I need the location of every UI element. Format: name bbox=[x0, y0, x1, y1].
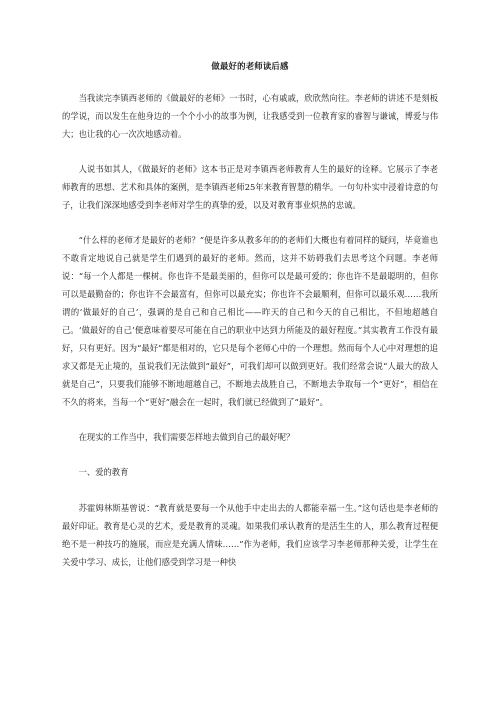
paragraph-best-teacher: “什么样的老师才是最好的老师？”便是许多从教多年的的老师们大概也有着同样的疑问，毕竟谁也不敢肯定地说自己就是学生们遇到的最好的老师。然而，这并不妨碍我们去思考这个问题。李老师说：“每一个人都是一棵树。你也许不是最美丽的，但你可以是最可爱的；你也许不是最聪明的，但你可以是最勤奋的；你也许不会最富有，但你可以最充实；你也许不会最顺利，但你可以最乐观……我所谓的‘做最好的自己’，强调的是自己和自己相比——昨天的自己和今天的自己相比，不但地超越自己。‘做最好的自己’便意味着要尽可能在自己的职业中达到力所能及的最好程度。”其实教育工作没有最好，只有更好。因为“最好”都是相对的，它只是每个老师心中的一个理想。然而每个人心中对理想的追求又都是无止境的，虽说我们无法做到“最好”，可我们却可以做到更好。我们经常会说“人最大的敌人就是自己”，只要我们能够不断地超越自己，不断地去战胜自己，不断地去争取每一个“更好”，相信在不久的将来，当每一个“更好”融会在一起时，我们就已经做到了“最好”。 bbox=[62, 235, 438, 407]
paragraph-book-summary: 人说书如其人，《做最好的老师》这本书正是对李镇西老师教育人生的最好的诠释。它展示了李老师教育的思想、艺术和具体的案例，是李镇西老师25年来教育智慧的精华。一句句朴实中浸着诗意的句子，让我们深深地感受到李老师对学生的真挚的爱，以及对教育事业炽热的忠诚。 bbox=[62, 164, 438, 211]
paragraph-question: 在现实的工作当中，我们需要怎样地去做到自己的最好呢？ bbox=[78, 432, 295, 442]
document-title: 做最好的老师读后感 bbox=[211, 61, 289, 71]
section-heading-love-education: 一、爱的教育 bbox=[78, 467, 129, 478]
paragraph-sukhomlinsky: 苏霍姆林斯基曾说：“教育就是要每一个从他手中走出去的人都能幸福一生。”这句话也是李老师的最好印证。教育是心灵的艺术，爱是教育的灵魂。如果我们承认教育的是活生生的人，那么教育过程便绝不是一种技巧的施展，而应是充满人情味……”作为老师，我们应该学习李老师那种关爱，让学生在关爱中学习、成长，让他们感受到学习是一种快 bbox=[62, 502, 438, 567]
paragraph-intro: 当我读完李镇西老师的《做最好的老师》一书时，心有戚戚，欣欣然向往。李老师的讲述不是刻板的学说，而以发生在他身边的一个个小小的故事为例，让我感受到一位教育家的睿智与谦诚，博爱与伟大；也让我的心一次次地感动着。 bbox=[62, 93, 438, 139]
